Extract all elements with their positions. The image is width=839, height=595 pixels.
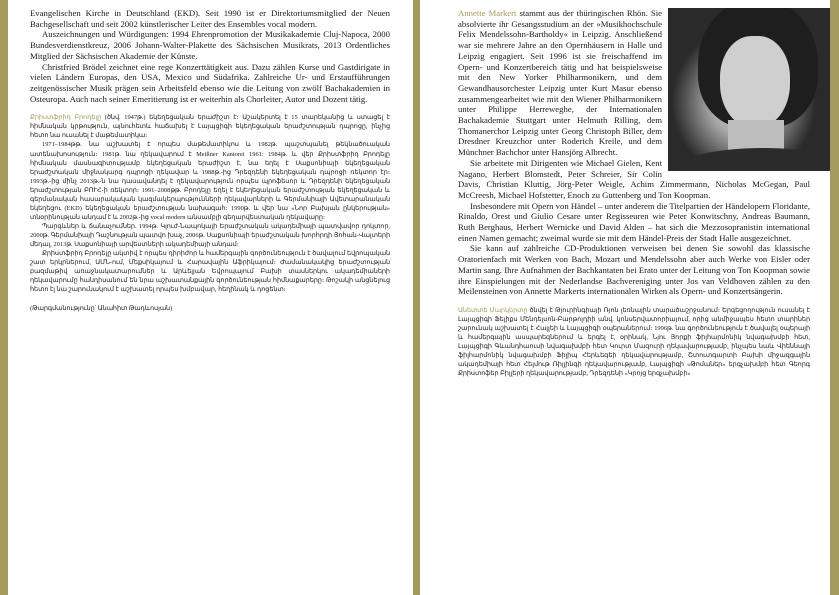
hy-paragraph: 1971–1984թթ. նա աշխատել է որպես մաթեմատիկոս և 1982թ. պաշտպանել թեկնածուական ատենախոսություն։ 1981թ. նա ղեկավարում է Meißner Kantorei 1961: 1984թ. և վեր Քրիստֆրիդ Բրոդելը հիմնական մասնագիտությամբ եկեղեցական երաժիշտ է, նա եղել է Սաքսոնիայի եկեղեցական երաժշտական միջնակարգ դպրոցի ղեկավար և 1988թ.-ից Դրեզդենի եկեղեցական դպրոցի ռեկտոր էր։ 1993թ.-ից մինչ 2013թ.-ն նա դասավանդել է ղեկավարություն որպես պրոֆեսոր և Դրեզդենի եկեղեցական երաժշտության ԲՈՒՀ-ի ռեկտոր։ 1991–2008թթ. Բրոդելը եղել է եկեղեցական երաժշտության եկեղեցական և գերմանական հասարակական կազմակերպությունների ղեկավարների և Գերմանիայի Ավետարանական եկեղեցու (EKD) եկեղեցական երաժշտության նախագահ։ 1990թ. և վեր նա «Նոր Բախյան ընկերության» տնօրինության անդամ է և 2002թ.-ից vocal modern անսամբլի գեղարվեստական ղեկավարը։ bbox=[30, 141, 390, 221]
de-paragraph: Evangelischen Kirche in Deutschland (EKD). Seit 1990 ist er Direktoriumsmitglied der Neuen Bachgesellschaft und seit 2002 künstlerischer Leiter des Ensembles vocal modern. bbox=[30, 8, 390, 29]
hy-name-markert: Անետտե Մարկերտը bbox=[458, 306, 528, 314]
hy-text: ծնվել է Թյուրինգիայի Ռյոն լեռնային տարածաշրջանում։ Երգեցողություն ուսանել է Լայպցիգի Ֆելիքս Մենդելսոն-Բարթոլդիի անվ. կոնսերվատորիայում, որից անմիջապես հետո տարիներ շարունակ աշխատել է Հալլեի և Լայպցիգի օպերաներում։ 1996թ. նա գործունեություն է ծավալել օպերայի և համերգային ասպարեզներում և երգել է, օրինակ, Նյու Յորքի ֆիլհարմոնիկ նվագախմբի հետ, Լայպցիգի Գևանդհաուսի նվագախմբի հետ Կուրտ Մազուրի ղեկավարությամբ, ինչպես նաև Վիեննայի ֆիլհարմոնիկ նվագախմբի Ֆիլիպ Հերևեգեի ղեկավարությամբ, Շտուտգարտի Բախի միջազգային ակադեմիայի հետ Հելմութ Ռիլլինգի ղեկավարությամբ, Լայպցիգի «Թոմաներ» երգչախմբի հետ Գեորգ Քրիստոֆեր Բիլլերի ղեկավարությամբ, Դրեզդենի «Կրոյց երգչախմբի» bbox=[458, 306, 810, 378]
translator-credit: (Թարգմանությունը՝ Անահիտ Թադևոսյան) bbox=[30, 305, 173, 313]
de-paragraph: Sie arbeitete mit Dirigenten wie Michael Gielen, Kent Nagano, Herbert Blomstedt, Peter Schreier, Sir Colin Davis, Christian Kluttig, Jörg-Peter Weigle, Achim Zimmermann, Nicholas McGegan, Paul McCreesh, Michael Hofstetter, Enoch zu Guttenberg und Ton Koopman. bbox=[458, 157, 810, 200]
de-text: stammt aus der thüringischen Rhön. Sie absolvierte ihr Gesangsstudium an der »Musikhochschule Felix Mendelssohn-Bartholdy« in Leipzig. Anschließend war sie mehrere Jahre an den Opernhäusern in Halle und Leipzig engagiert. Seit 1996 ist sie freischaffend im Opern- und Konzertbereich tätig und hat beispielsweise mit den New Yorker Philharmonikern, und dem Gewandhausorchester Leipzig unter Kurt Masur ebenso zusammengearbeitet wie mit den Wiener Philharmonikern unter Philippe Herreweghe, der Internationalen Bachakademie Stuttgart unter Helmuth Rilling, dem Thomanerchor Leipzig unter Georg Christoph Biller, dem Dresdner Kreuzchor unter Roderich Kreile, und dem Münchner Bachchor unter Hansjörg Albrecht. bbox=[458, 8, 663, 158]
de-paragraph: Insbesondere mit Opern von Händel – unter anderem die Titelpartien der Händelopern Floridante, Rinaldo, Orest und Giulio Cesare unter Regisseuren wie Peter Konwitschny, Andreas Baumann, Ruth Berghaus, Herbert Wernicke und David Alden – hat sich die Mezzosopranistin international einen Namen gemacht; zweimal wurde sie mit dem Händel-Preis der Stadt Halle ausgezeichnet. bbox=[458, 200, 810, 243]
right-page bbox=[420, 0, 830, 595]
hy-paragraph bbox=[30, 113, 390, 140]
hy-paragraph: Պարգևներ և ճանաչումներ. 1994թ. Կլուժ-Նապոկայի Երաժշտական ակադեմիայի պատվավոր դոկտոր, 2000թ. Գերմանիայի Դաշնության պատվո խաչ, 2006թ. Սաքսոնիայի երաժշտական խորհրդի Յոհան-Վալտերի մեդալ, 2013թ. Սաքսոնիայի արվեստների ակադեմիայի անդամ։ bbox=[30, 222, 390, 248]
de-name-markert: Annette Markert bbox=[458, 8, 517, 18]
left-page bbox=[8, 0, 413, 595]
right-column bbox=[458, 8, 810, 378]
hy-text: (ծնվ. 1947թ.) եկեղեցական երաժիշտ է։ Աշակերտել է 15 տարեկանից և ստացել է հիմնական կրթություն, այնուհետև հաճախել է Լայպցիգի եկեղեցական երաժշտության դպրոցը, ինչից հետո նա ուսանել է մաթեմատիկա։ bbox=[30, 114, 390, 140]
hy-name-brodel: Քրիստֆրիդ Բրոդելը bbox=[30, 114, 102, 122]
de-paragraph: Auszeichnungen und Würdigungen: 1994 Ehrenpromotion der Musikakademie Cluj-Napoca, 2000 Bundesverdienstkreuz, 2006 Johann-Walter-Plakette des Sächsischen Musikrats, 2013 Ordentliches Mitglied der Sächsischen Akademie der Künste. bbox=[30, 29, 390, 61]
de-paragraph: Sie kann auf zahlreiche CD-Produktionen verweisen bei denen Sie sowohl das klassische Oratorienfach mit Werken von Bach, Mozart und Mendelssohn aber auch Werke von Eisler oder Martin sang. Ihre Aufnahmen der Bachkantaten bei Erato unter der Leitung von Ton Koopman sowie ihre Einspielungen mit der Nederlandse Bachvereniging unter Jos van Veldhoven zählen zu den Meilensteinen von Annette Markerts internationalen Wirken als Opern- und Konzertsängerin. bbox=[458, 243, 810, 297]
left-column bbox=[30, 8, 390, 313]
portrait-photo bbox=[668, 8, 830, 171]
hy-paragraph bbox=[458, 306, 810, 378]
hy-paragraph: Քրիստֆրիդ Բրոդելը ակտիվ է որպես դիրիժոր և համերգային գործունեություն է ծավալում եվրոպական շատ երկրներում, ԱՄՆ-ում, Մեքսիկայում և Հարավային Աֆրիկայում։ Ժամանակակից երաժշտության բազմաթիվ առաջնակատարումներ և Արևելյան Եվրոպայում Բախի տասներկու ակադեմիաների ղեկավարումը հանդիսանում են նրա աշխատանքային գործունեության հիմնաքարերը։ Թոշակի անցնելուց հետո էլ նա շարունակում է աշխատել որպես խմբավար, հեղինակ և դոցենտ։ bbox=[30, 250, 390, 294]
de-paragraph: Christfried Brödel zeichnet eine rege Konzerttätigkeit aus. Dazu zählen Kurse und Gastdirigate in vielen Ländern Europas, den USA, Mexico und Südafrika. Zahlreiche Ur- und Erstaufführungen zeitgenössischer Musik prägen sein Arbeitsfeld ebenso wie die Leitung von zwölf Bachakademien in Osteuropa. Auch nach seiner Emeritierung ist er weiterhin als Chorleiter, Autor und Dozent tätig. bbox=[30, 61, 390, 104]
